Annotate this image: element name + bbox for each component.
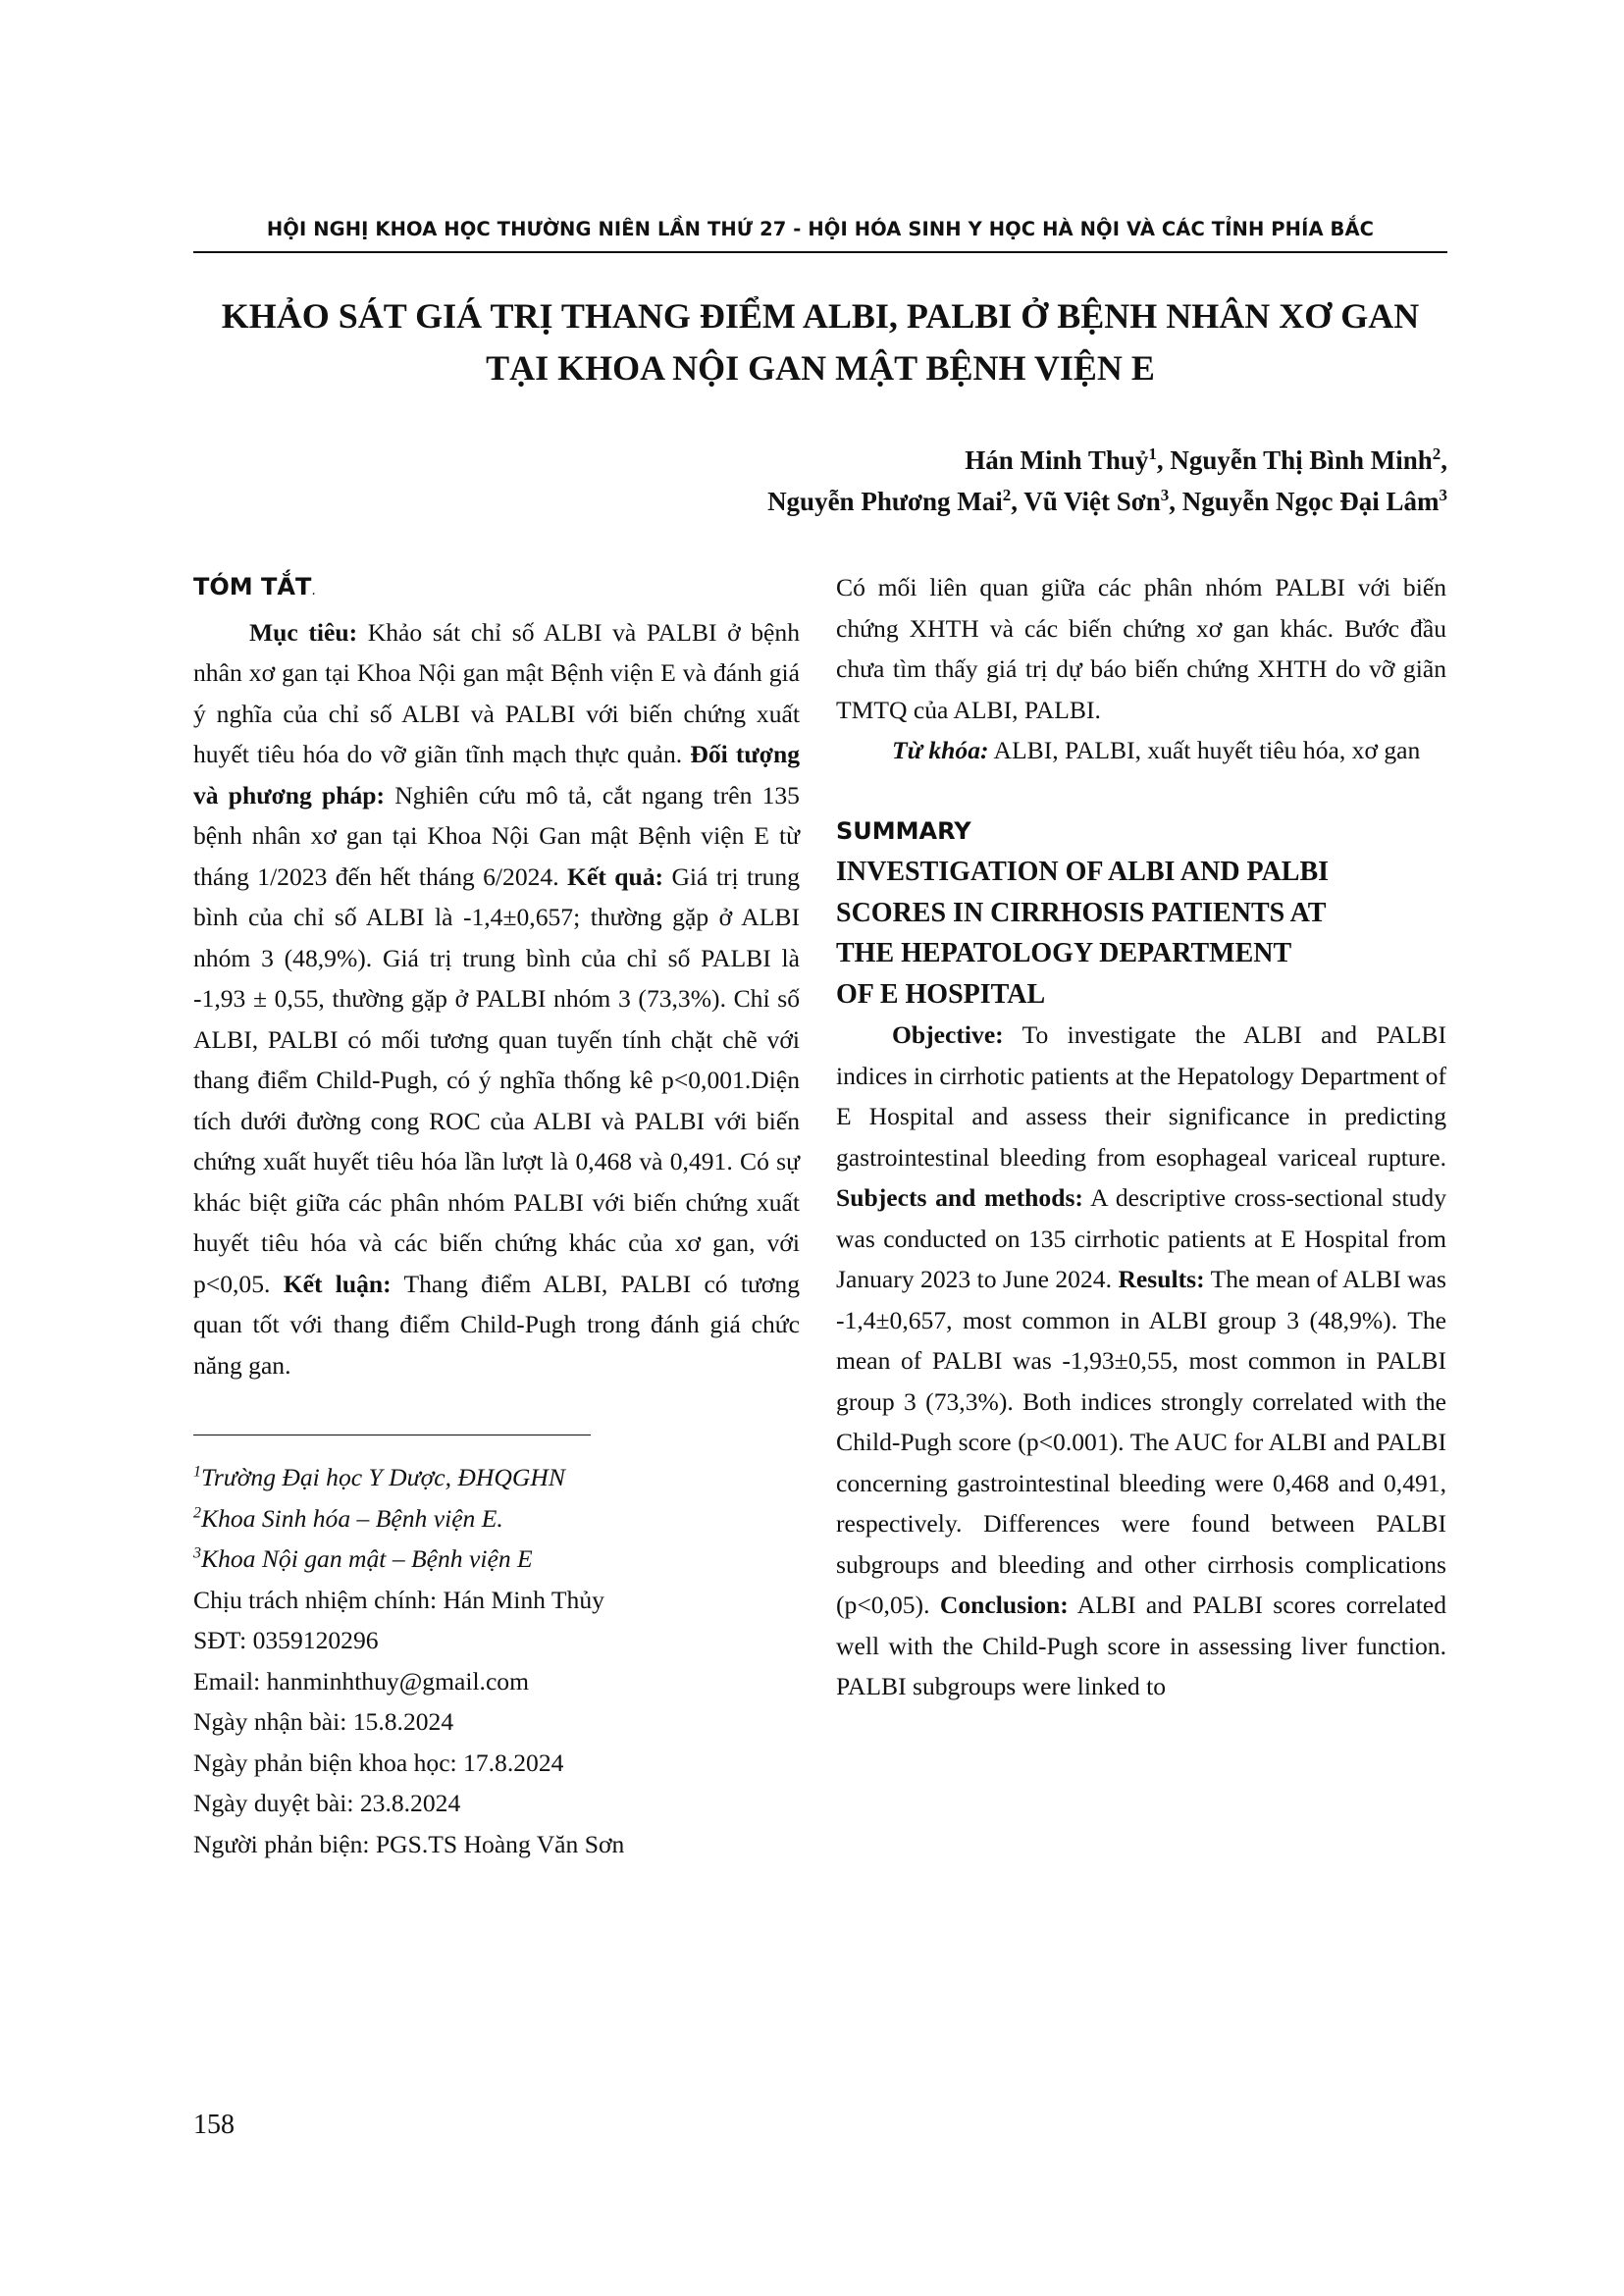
methods-text: Nghiên cứu mô tả, cắt ngang trên 135 bệnh nhân xơ gan tại Khoa Nội Gan mật Bệnh viện E từ tháng 1/2023 đến hết tháng 6/2024.: [193, 780, 800, 891]
author-separator: ,: [1441, 445, 1447, 475]
english-title-line: INVESTIGATION OF ALBI AND PALBI: [836, 857, 1330, 887]
footnote-phone: SĐT: 0359120296: [193, 1626, 379, 1654]
footnote-affiliation-1: $^1$Trường Đại học Y Dược, ĐHQGHN: [193, 1463, 565, 1491]
title-line-2: TẠI KHOA NỘI GAN MẬT BỆNH VIỆN E: [486, 348, 1155, 388]
conclusion-label: Kết luận:: [283, 1269, 392, 1298]
footnote-affiliation-2: $^2$Khoa Sinh hóa – Bệnh viện E.: [193, 1503, 503, 1533]
summary-objective-text: To investigate the ALBI and PALBI indices in cirrhotic patients at the Hepatology Department of E Hospital and assess their significance in predicting gastrointestinal bleeding from esophageal variceal rupture.: [836, 1020, 1446, 1172]
footnote-approved-date: Ngày duyệt bài: 23.8.2024: [193, 1789, 461, 1817]
author-name: Vũ Việt Sơn: [1023, 487, 1161, 516]
results-label: Kết quả:: [567, 861, 664, 891]
objective-text: Khảo sát chỉ số ALBI và PALBI ở bệnh nhân xơ gan tại Khoa Nội gan mật Bệnh viện E và đánh giá ý nghĩa của chỉ số ALBI và PALBI với biến chứng xuất huyết tiêu hóa do vỡ giãn tĩnh mạch thực quản.: [193, 617, 801, 768]
author-affiliation-mark: 2: [1432, 444, 1441, 463]
author-name: Nguyễn Phương Mai: [767, 487, 1003, 516]
english-title-line: OF E HOSPITAL: [836, 978, 1046, 1010]
author-line-1: [368, 440, 1447, 481]
author-separator: ,: [1156, 445, 1171, 475]
author-separator: ,: [1169, 487, 1182, 516]
running-header: HỘI NGHỊ KHOA HỌC THƯỜNG NIÊN LẦN THỨ 27 - HỘI HÓA SINH Y HỌC HÀ NỘI VÀ CÁC TỈNH PHÍA BẮC: [266, 218, 1375, 240]
author-name: Nguyễn Ngọc Đại Lâm: [1181, 487, 1440, 516]
abstract-body-continued: Có mối liên quan giữa các phân nhóm PALBI với biến chứng XHTH và các biến chứng xơ gan khác. Bước đầu chưa tìm thấy giá trị dự báo biến chứng XHTH do vỡ giãn TMTQ của ALBI, PALBI.: [836, 573, 1446, 724]
summary-conclusion-text: ALBI and PALBI scores correlated well with the Child-Pugh score in assessing liver function. PALBI subgroups were linked to: [836, 1591, 1446, 1700]
author-name: Hán Minh Thuỷ: [965, 445, 1149, 475]
summary-results-label: Results:: [1118, 1265, 1205, 1293]
conclusion-text-part-1: Thang điểm ALBI, PALBI có tương quan tốt với thang điểm Child-Pugh trong đánh giá chức năng gan.: [193, 1269, 800, 1380]
header-rule: [193, 251, 1447, 253]
summary-objective-label: Objective:: [892, 1020, 1004, 1049]
author-name: Nguyễn Thị Bình Minh: [1170, 445, 1433, 475]
summary-heading: SUMMARY: [836, 816, 971, 845]
summary-methods-label: Subjects and methods:: [836, 1183, 1083, 1212]
author-separator: ,: [1011, 487, 1024, 516]
abstract-heading: TÓM TẮT.: [193, 573, 316, 600]
article-title: [177, 290, 1464, 394]
author-list: [368, 440, 1447, 522]
author-line-2: [368, 481, 1447, 522]
title-line-1: KHẢO SÁT GIÁ TRỊ THANG ĐIỂM ALBI, PALBI Ở BỆNH NHÂN XƠ GAN: [221, 296, 1420, 336]
keywords: [836, 730, 1446, 771]
author-affiliation-mark: 3: [1439, 486, 1447, 504]
footnote-email: Email: hanminhthuy@gmail.com: [193, 1666, 530, 1696]
summary-body: [836, 1015, 1446, 1707]
footnote-received-date: Ngày nhận bài: 15.8.2024: [193, 1707, 454, 1736]
keywords-text: ALBI, PALBI, xuất huyết tiêu hóa, xơ gan: [988, 736, 1421, 764]
footnote-review-date: Ngày phản biện khoa học: 17.8.2024: [193, 1748, 564, 1777]
author-affiliation-mark: 2: [1002, 486, 1012, 504]
english-title: [836, 852, 1446, 1015]
abstract-body: [193, 612, 800, 1386]
author-affiliation-mark: 1: [1148, 444, 1157, 463]
summary-conclusion-label: Conclusion:: [939, 1591, 1069, 1619]
methods-label: Đối tượng và phương pháp:: [193, 740, 800, 809]
english-title-line: SCORES IN CIRRHOSIS PATIENTS AT: [836, 897, 1327, 928]
footnote-affiliation-3: $^3$Khoa Nội gan mật – Bệnh viện E: [193, 1544, 533, 1573]
footnote-responsible-author: Chịu trách nhiệm chính: Hán Minh Thủy: [193, 1585, 604, 1614]
results-text: Giá trị trung bình của chỉ số ALBI là -1,4±0,657; thường gặp ở ALBI nhóm 3 (48,9%). Giá trị trung bình của chỉ số PALBI là -1,93 ± 0,55, thường gặp ở PALBI nhóm 3 (73,3%). Chỉ số ALBI, PALBI có mối tương quan tuyến tính chặt chẽ với thang điểm Child-Pugh, có ý nghĩa thống kê p<0,001.Diện tích dưới đường cong ROC của ALBI và PALBI với biến chứng xuất huyết tiêu hóa lần lượt là 0,468 và 0,491. Có sự khác biệt giữa các phân nhóm PALBI với biến chứng xuất huyết tiêu hóa và các biến chứng khác của xơ gan, với p<0,05.: [193, 861, 800, 1298]
objective-label: Mục tiêu:: [249, 617, 358, 647]
author-affiliation-mark: 3: [1160, 486, 1170, 504]
keywords-label: Từ khóa:: [892, 736, 989, 764]
footnote-reviewer: Người phản biện: PGS.TS Hoàng Văn Sơn: [193, 1829, 625, 1858]
left-column: [193, 567, 800, 1864]
right-column: [836, 567, 1446, 1707]
english-title-line: THE HEPATOLOGY DEPARTMENT: [836, 938, 1292, 968]
summary-results-text: The mean of ALBI was -1,4±0,657, most common in ALBI group 3 (48,9%). The mean of PALBI was -1,93±0,55, most common in PALBI group 3 (73,3%). Both indices strongly correlated with the Child-Pugh score (p<0.001). The AUC for ALBI and PALBI concerning gastrointestinal bleeding were 0,468 and 0,491, respectively. Differences were found between PALBI subgroups and bleeding and other cirrhosis complications (p<0,05).: [836, 1265, 1447, 1619]
page-number: 158: [193, 2110, 235, 2140]
summary-methods-text: A descriptive cross-sectional study was conducted on 135 cirrhotic patients at E Hospital from January 2023 to June 2024.: [836, 1183, 1446, 1293]
